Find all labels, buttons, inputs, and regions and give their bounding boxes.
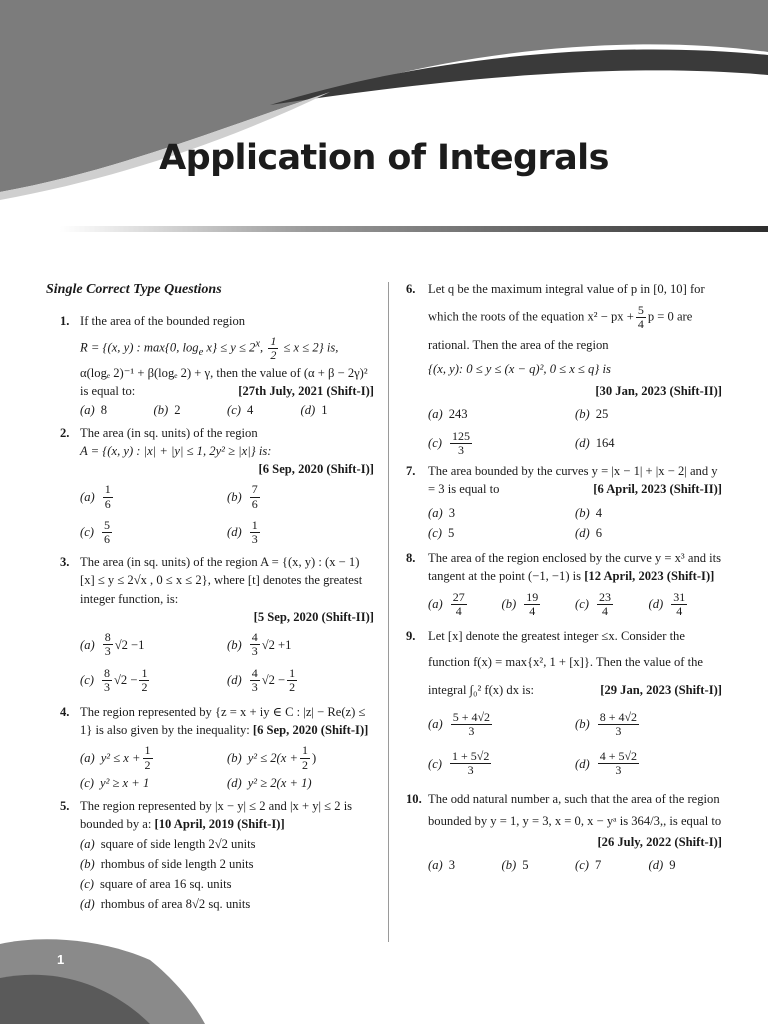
option-a[interactable]: (a) $\frac{1}{6}$: [80, 482, 111, 511]
option-c[interactable]: (c) y² ≥ x + 1: [80, 775, 150, 790]
options: [428, 404, 722, 458]
option-b[interactable]: (b) 25: [575, 407, 609, 422]
column-divider: [388, 282, 389, 942]
option-b[interactable]: (b) $\frac{4}{3}$ √2 +1: [227, 630, 292, 659]
question-text: The region represented by {z = x + iy ∈ C : |z| − Re(z) ≤ 1} is also given by the inequality:: [80, 704, 366, 738]
question-9: [406, 627, 722, 779]
question-number: 9.: [406, 628, 416, 643]
option-a[interactable]: (a) 3: [428, 505, 455, 520]
option-c[interactable]: (c) $\frac{125}{3}$: [428, 428, 470, 457]
option-d[interactable]: (d) $\frac{1}{3}$: [227, 517, 258, 546]
title-underline: [60, 226, 768, 232]
section-heading: Single Correct Type Questions: [46, 282, 222, 297]
options: [428, 590, 722, 619]
option-d[interactable]: (d) $\frac{4}{3}$ √2 − $\frac{1}{2}$: [227, 665, 296, 694]
option-b[interactable]: (b) $\frac{19}{4}$: [501, 589, 539, 618]
option-a[interactable]: (a) y² ≤ x + $\frac{1}{2}$: [80, 743, 151, 772]
exam-source: [29 Jan, 2023 (Shift-I)]: [600, 683, 722, 698]
question-text: The odd natural number a, such that the area of the region: [428, 792, 720, 807]
question-formula: R = {(x, y) : max{0, $\log_e x\} \le y \le 2^x$, $\frac{1}{2}$ ≤ x ≤ 2} is,: [80, 333, 339, 362]
question-text: = 3 is equal to: [428, 482, 500, 497]
option-c[interactable]: (c) $\frac{23}{4}$: [575, 589, 611, 618]
question-text: A = {(x, y) : |x| + |y| ≤ 1, 2y² ≥ |x|} is:: [80, 443, 272, 458]
question-text: The area bounded by the curves y = |x − 1| + |x − 2| and y: [428, 464, 718, 478]
option-b[interactable]: (b) $\frac{8 + 4√2}{3}$: [575, 709, 638, 738]
option-d[interactable]: (d) 164: [575, 436, 615, 451]
option-a[interactable]: (a) $\frac{5 + 4√2}{3}$: [428, 709, 491, 738]
question-number: 4.: [60, 704, 70, 719]
options: [428, 855, 722, 875]
option-c[interactable]: (c) $\frac{8}{3}$ √2 − $\frac{1}{2}$: [80, 665, 148, 694]
question-1: [46, 312, 374, 420]
question-text: function f(x) = max{x², 1 + [x]}. Then the value of the: [428, 655, 703, 670]
exam-source: [6 Sep, 2020 (Shift-I)]: [258, 462, 374, 477]
option-d[interactable]: (d) $\frac{31}{4}$: [648, 589, 686, 618]
options: [428, 503, 722, 544]
exam-source: [12 April, 2023 (Shift-I)]: [584, 569, 715, 584]
option-d[interactable]: (d) 6: [575, 525, 602, 540]
exam-source: [10 April, 2019 (Shift-I)]: [154, 817, 285, 832]
question-2: [46, 424, 374, 548]
option-a[interactable]: (a) $\frac{8}{3}$ √2 −1: [80, 630, 145, 659]
option-b[interactable]: (b) 2: [153, 403, 181, 418]
question-8: [406, 549, 722, 619]
question-5: [46, 797, 374, 915]
question-number: 5.: [60, 799, 70, 814]
question-text: which the roots of the equation x² − px +: [428, 309, 634, 324]
question-3: [46, 553, 374, 695]
question-7: [406, 462, 722, 543]
options: [428, 710, 722, 779]
exam-source: [6 April, 2023 (Shift-II)]: [593, 482, 722, 497]
options: [80, 482, 374, 547]
page-title: Application of Integrals: [159, 138, 609, 178]
option-d[interactable]: (d) y² ≥ 2(x + 1): [227, 775, 312, 790]
question-number: 7.: [406, 464, 416, 478]
left-column: [46, 280, 374, 918]
question-text: The area (in sq. units) of the region: [80, 425, 258, 440]
exam-source: [30 Jan, 2023 (Shift-II)]: [595, 384, 722, 399]
question-text: Let [x] denote the greatest integer ≤x. Consider the: [428, 628, 685, 643]
question-text: integral ∫₀² f(x) dx is:: [428, 683, 535, 698]
question-text: The area of the region enclosed by the curve y = x³ and its tangent at the point (−1, −1) is: [428, 551, 722, 584]
option-c[interactable]: (c) 7: [575, 858, 602, 873]
option-a[interactable]: (a) square of side length 2√2 units: [80, 836, 256, 851]
option-d[interactable]: (d) rhombus of area 8√2 sq. units: [80, 897, 251, 912]
options: [80, 400, 374, 420]
question-text: The region represented by |x − y| ≤ 2 and |x + y| ≤ 2 is bounded by a:: [80, 799, 353, 832]
question-number: 10.: [406, 792, 422, 807]
options: [80, 630, 374, 695]
question-text: α(logₑ 2)⁻¹ + β(logₑ 2) + γ, then the value of (α + β − 2γ)²: [80, 365, 368, 380]
exam-source: [27th July, 2021 (Shift-I)]: [238, 384, 374, 399]
question-number: 6.: [406, 282, 416, 296]
exam-source: [5 Sep, 2020 (Shift-II)]: [253, 609, 374, 624]
option-d[interactable]: (d) 9: [648, 858, 676, 873]
option-c[interactable]: (c) $\frac{5}{6}$: [80, 517, 110, 546]
question-4: [46, 703, 374, 793]
right-column: [406, 280, 722, 878]
page-number: 1: [57, 952, 65, 967]
question-text: rational. Then the area of the region: [428, 337, 609, 352]
option-b[interactable]: (b) y² ≤ 2(x + $\frac{1}{2}$ ): [227, 743, 317, 772]
question-text: bounded by y = 1, y = 3, x = 0, x − yᵃ is 364/3,, is equal to: [428, 813, 722, 828]
options: [80, 834, 374, 915]
option-d[interactable]: (d) 1: [300, 403, 328, 418]
exam-source: [26 July, 2022 (Shift-I)]: [597, 834, 722, 849]
option-a[interactable]: (a) 243: [428, 407, 468, 422]
question-number: 3.: [60, 555, 70, 570]
question-text: If the area of the bounded region: [80, 314, 246, 329]
option-b[interactable]: (b) 4: [575, 505, 602, 520]
question-text: Let q be the maximum integral value of p in [0, 10] for: [428, 282, 705, 296]
option-c[interactable]: (c) 4: [227, 403, 254, 418]
options: [80, 743, 374, 793]
option-a[interactable]: (a) 8: [80, 403, 107, 418]
question-text: is equal to:: [80, 384, 136, 399]
option-d[interactable]: (d) $\frac{4 + 5√2}{3}$: [575, 749, 638, 778]
option-c[interactable]: (c) square of area 16 sq. units: [80, 877, 232, 892]
option-a[interactable]: (a) 3: [428, 858, 455, 873]
option-c[interactable]: (c) 5: [428, 525, 455, 540]
question-10: [406, 790, 722, 875]
option-a[interactable]: (a) $\frac{27}{4}$: [428, 589, 465, 618]
question-number: 1.: [60, 314, 70, 329]
option-c[interactable]: (c) $\frac{1 + 5√2}{3}$: [428, 749, 490, 778]
question-number: 8.: [406, 551, 416, 565]
exam-source: [6 Sep, 2020 (Shift-I)]: [252, 723, 369, 738]
question-text: {(x, y): 0 ≤ y ≤ (x − q)², 0 ≤ x ≤ q} is: [428, 361, 611, 376]
question-text: The area (in sq. units) of the region A = {(x, y) : (x − 1)[x] ≤ y ≤ 2√x , 0 ≤ x ≤ 2}, where [t] denotes the greatest integer function, is:: [80, 555, 363, 606]
question-6: 6. Let q be the maximum integral value of p in [0, 10] for which the roots of the equation x² − px + $\frac{5}{4}$ p = 0 are rational. Then the area of the region {(x, y): 0 ≤ y ≤ (x − q)², 0 ≤ x ≤ q} is [30 Jan, 2023 (Shift-II)] (a) 243 (b) 25 (c) $\frac{125}{3}$ (d) 164: [406, 282, 722, 457]
option-b[interactable]: (b) 5: [501, 858, 529, 873]
question-text: p = 0 are: [647, 309, 693, 324]
question-number: 2.: [60, 425, 70, 440]
option-b[interactable]: (b) $\frac{7}{6}$: [227, 482, 258, 511]
option-b[interactable]: (b) rhombus of side length 2 units: [80, 856, 254, 871]
